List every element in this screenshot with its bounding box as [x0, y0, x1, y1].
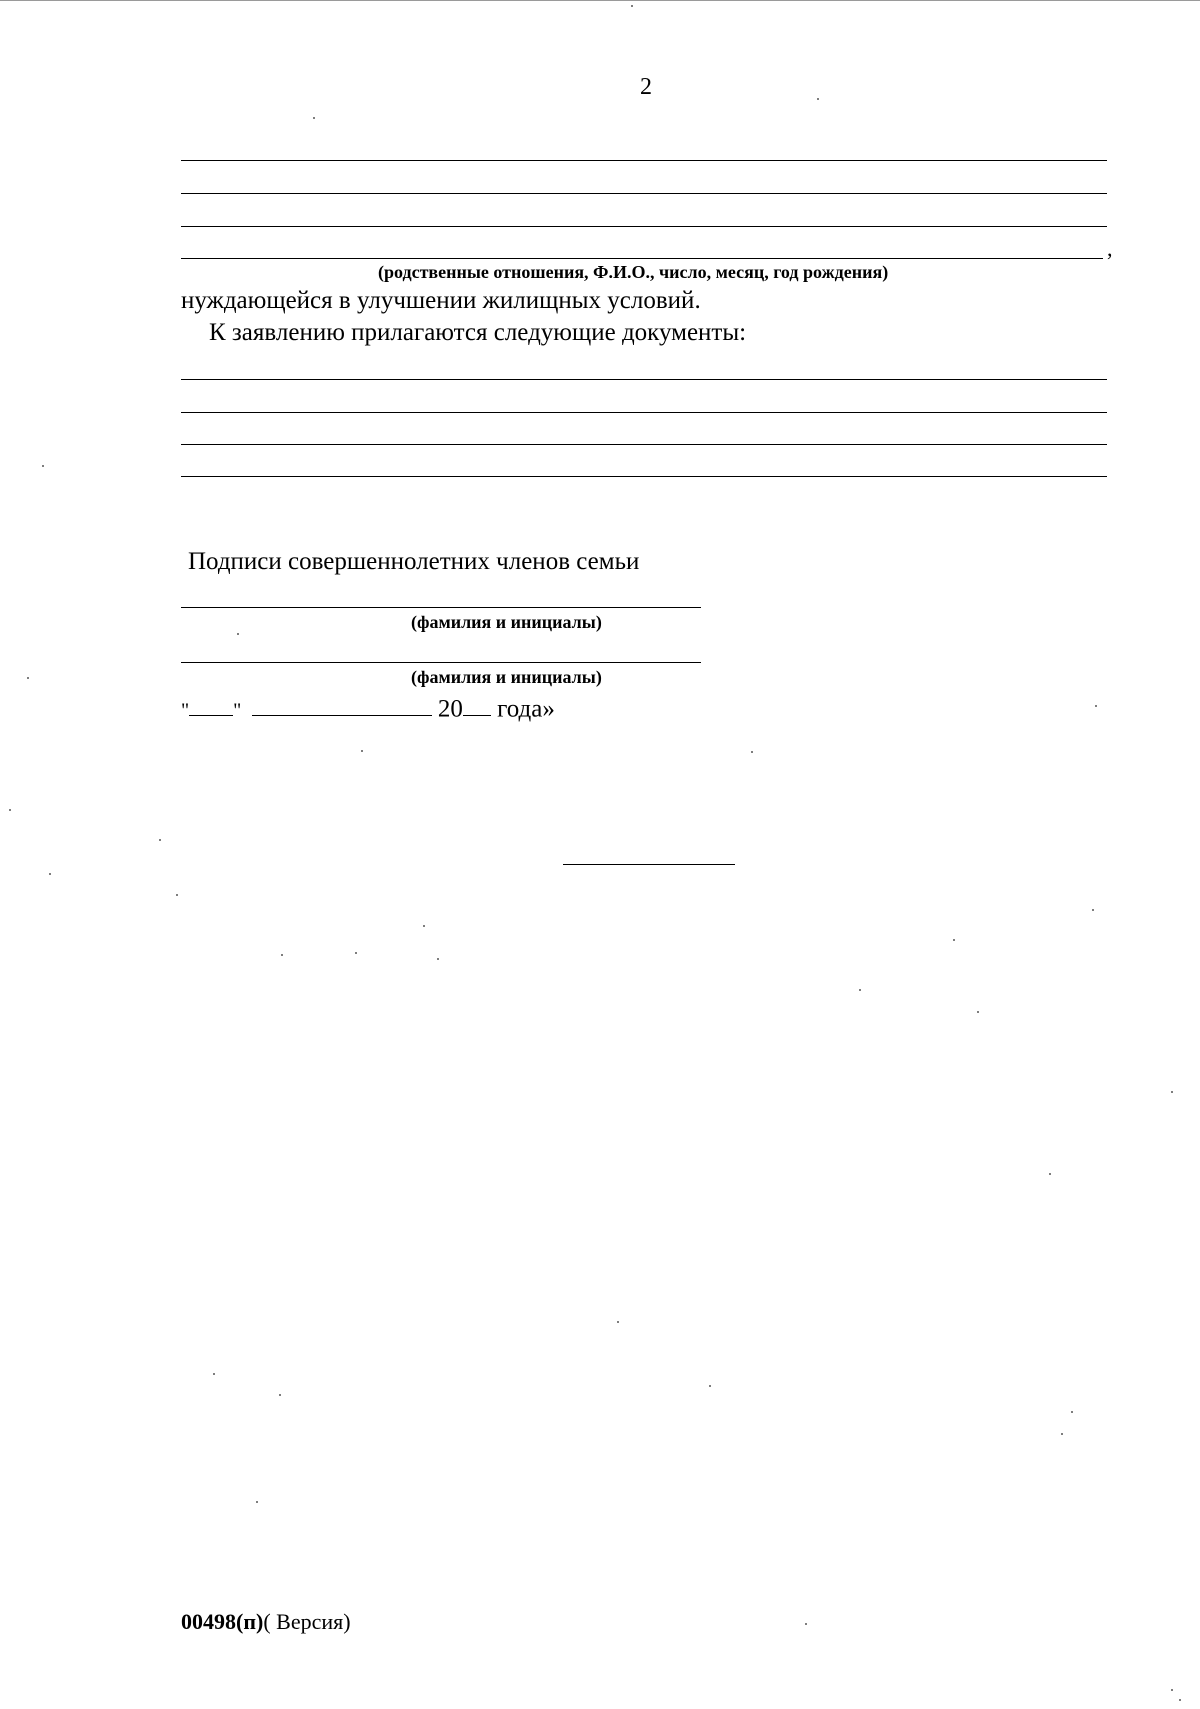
- footer-version: ( Версия): [263, 1609, 351, 1634]
- trailing-comma: ,: [1107, 236, 1113, 261]
- signatures-heading: Подписи совершеннолетних членов семьи: [188, 548, 640, 575]
- signature-caption-1: (фамилия и инициалы): [411, 612, 602, 632]
- family-caption: (родственные отношения, Ф.И.О., число, месяц, год рождения): [378, 262, 889, 282]
- page-number: 2: [640, 74, 652, 100]
- year-prefix: 20: [437, 695, 463, 723]
- signature-caption-2: (фамилия и инициалы): [411, 667, 602, 687]
- date-open-quote: ": [181, 699, 190, 722]
- needing-text: нуждающейся в улучшении жилищных условий.: [181, 287, 701, 314]
- date-close-quote: ": [233, 699, 242, 722]
- footer-code: 00498(п): [181, 1609, 264, 1634]
- year-suffix: года»: [497, 695, 555, 723]
- attachments-text: К заявлению прилагаются следующие документы:: [209, 319, 747, 346]
